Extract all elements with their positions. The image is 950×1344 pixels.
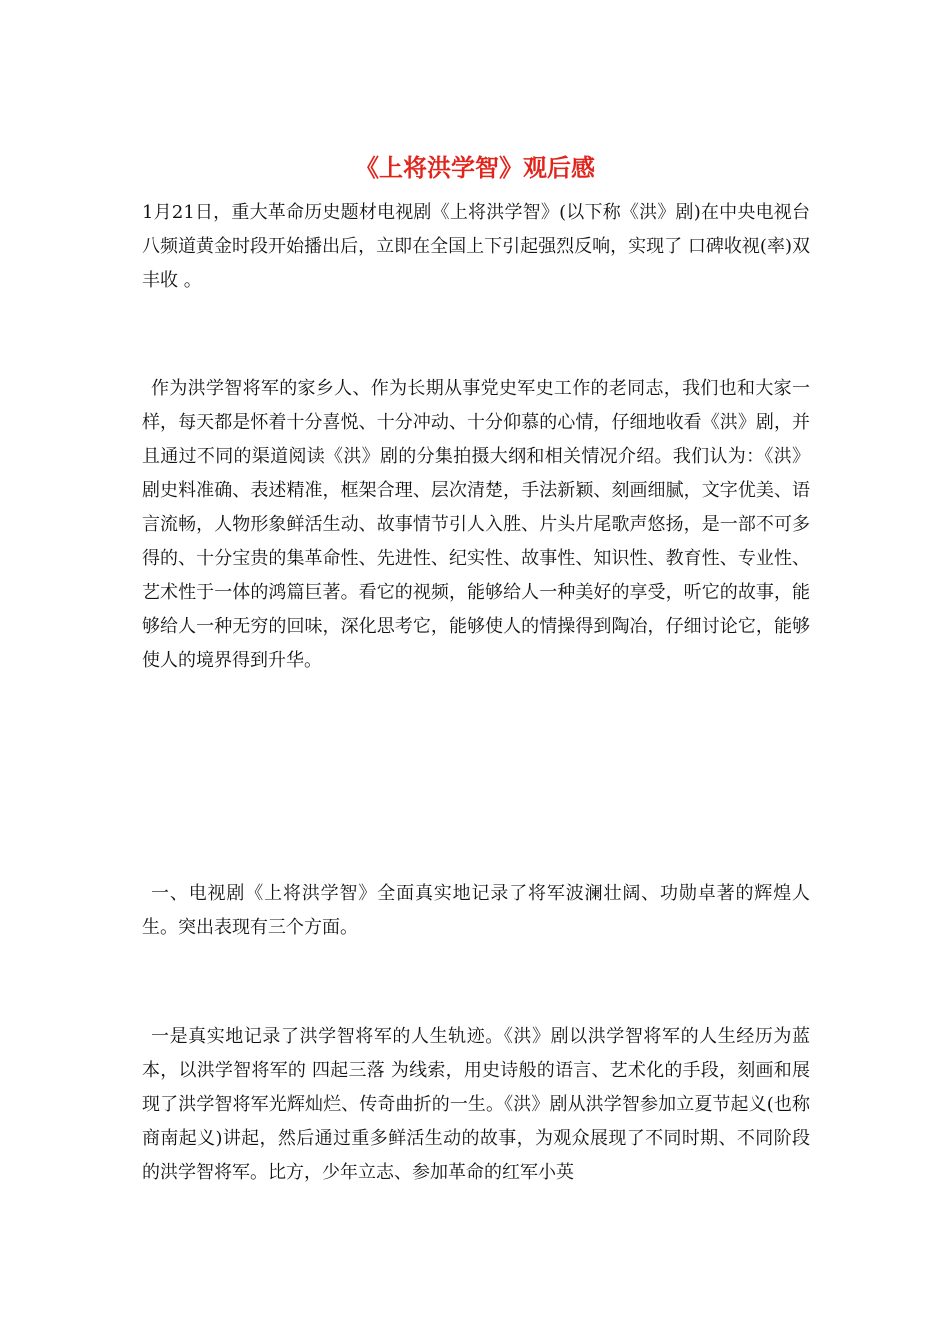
paragraph-section-one-heading: 一、电视剧《上将洪学智》全面真实地记录了将军波澜壮阔、功勋卓著的辉煌人生。突出表现有三个方面。 — [142, 883, 810, 938]
paragraph-viewer-opinion: 作为洪学智将军的家乡人、作为长期从事党史军史工作的老同志，我们也和大家一样，每天都是怀着十分喜悦、十分冲动、十分仰慕的心情，仔细地收看《洪》剧，并且通过不同的渠道阅读《洪》剧的分集拍摄大纲和相关情况介绍。我们认为：《洪》剧史料准确、表述精准，框架合理、层次清楚，手法新颖、刻画细腻，文字优美、语言流畅，人物形象鲜活生动、故事情节引人入胜、片头片尾歌声悠扬，是一部不可多得的、十分宝贵的集革命性、先进性、纪实性、故事性、知识性、教育性、专业性、艺术性于一体的鸿篇巨著。看它的视频，能够给人一种美好的享受，听它的故事，能够给人一种无穷的回味，深化思考它，能够使人的情操得到陶冶，仔细讨论它，能够使人的境界得到升华。 — [142, 378, 810, 671]
paragraph-broadcast-intro: 1月21日，重大革命历史题材电视剧《上将洪学智》(以下称《洪》剧)在中央电视台八频道黄金时段开始播出后，立即在全国上下引起强烈反响，实现了 口碑收视(率)双丰收 。 — [142, 202, 810, 291]
paragraph-life-trajectory: 一是真实地记录了洪学智将军的人生轨迹。《洪》剧以洪学智将军的人生经历为蓝本，以洪学智将军的 四起三落 为线索，用史诗般的语言、艺术化的手段，刻画和展现了洪学智将军光辉灿烂、传奇曲折的一生。《洪》剧从洪学智参加立夏节起义(也称商南起义)讲起，然后通过重多鲜活生动的故事，为观众展现了不同时期、不同阶段的洪学智将军。比方，少年立志、参加革命的红军小英 — [142, 1026, 810, 1183]
document-title: 《上将洪学智》观后感 — [355, 153, 595, 182]
